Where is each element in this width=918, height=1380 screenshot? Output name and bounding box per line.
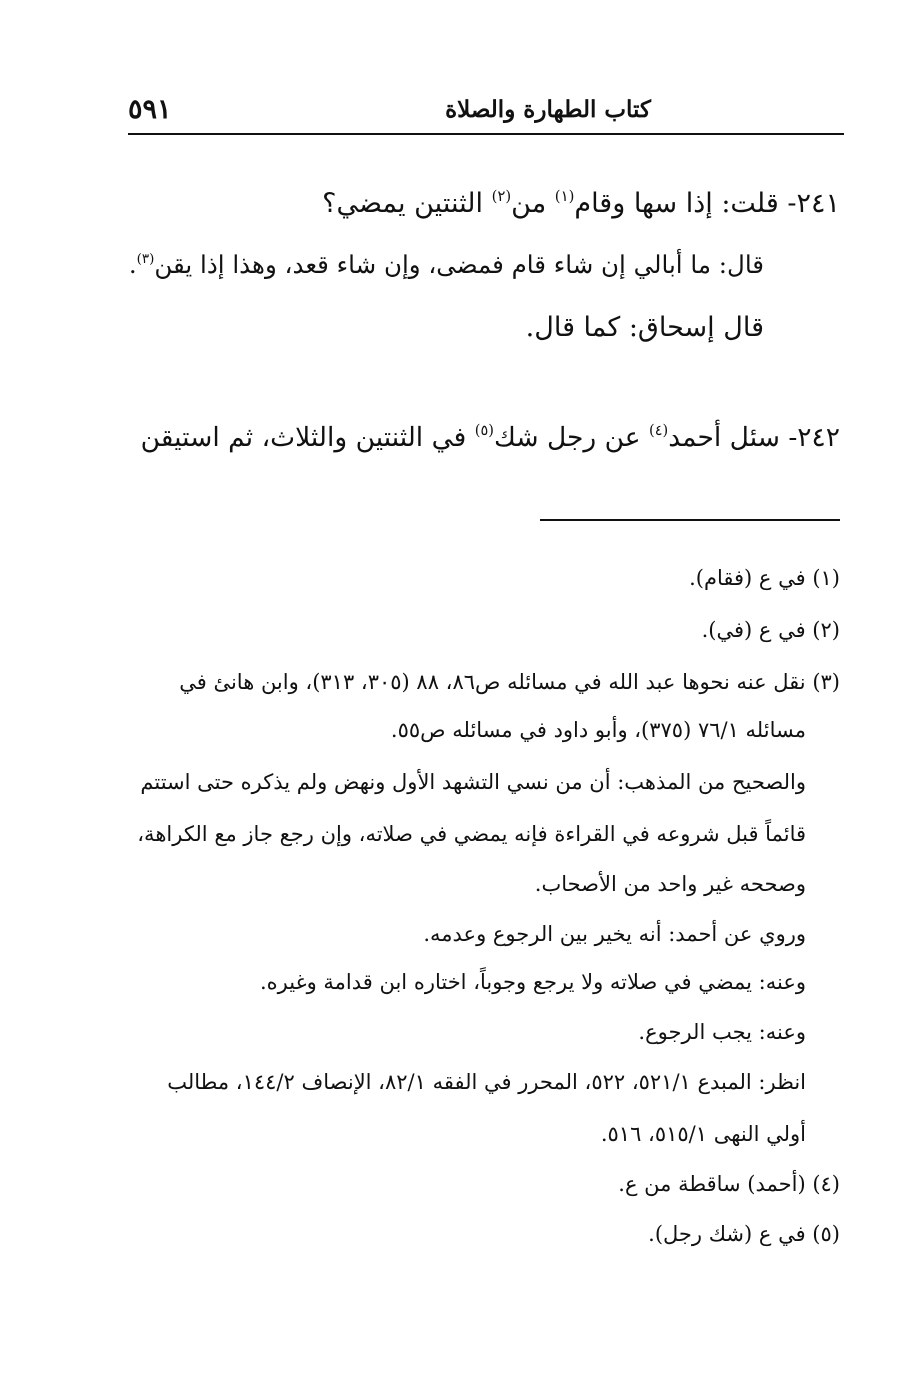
issue-text: قلت: إذا سها وقام bbox=[574, 188, 788, 219]
footnote-ref-2: (٢) bbox=[491, 186, 512, 205]
issue-number: ٢٤١- bbox=[787, 188, 840, 219]
footnote-3-line-8: وعنه: يجب الرجوع. bbox=[638, 1020, 806, 1044]
footnote-3-line-10: أولي النهى ٥١٥/١، ٥١٦. bbox=[600, 1122, 806, 1146]
footnote-3-line-5: وصححه غير واحد من الأصحاب. bbox=[534, 872, 806, 896]
footnote-3-line-4: قائماً قبل شروعه في القراءة فإنه يمضي في صلاته، وإن رجع جاز مع الكراهة، bbox=[137, 822, 806, 846]
issue-242-question bbox=[141, 422, 840, 453]
header-rule bbox=[128, 133, 844, 135]
issue-text: سئل أحمد bbox=[668, 422, 789, 453]
issue-text: عن رجل شك bbox=[493, 422, 650, 453]
issue-241-ishaq: قال إسحاق: كما قال. bbox=[525, 312, 764, 343]
issue-number: ٢٤٢- bbox=[788, 422, 840, 453]
issue-text: الثنتين يمضي؟ bbox=[322, 188, 492, 219]
answer-text: قال: ما أبالي إن شاء قام فمضى، وإن شاء قعد، وهذا إذا يقن bbox=[154, 250, 764, 279]
page-number: ٥٩١ bbox=[128, 94, 172, 125]
footnote-3-line-7: وعنه: يمضي في صلاته ولا يرجع وجوباً، اختاره ابن قدامة وغيره. bbox=[260, 970, 806, 994]
footnote-ref-3: (٣) bbox=[136, 250, 155, 267]
footnote-3-line-3: والصحيح من المذهب: أن من نسي التشهد الأول ونهض ولم يذكره حتى استتم bbox=[140, 770, 806, 794]
running-title: كتاب الطهارة والصلاة bbox=[445, 96, 651, 123]
page-header bbox=[128, 92, 844, 132]
footnote-3-line-1: (٣) نقل عنه نحوها عبد الله في مسائله ص٨٦، ٨٨ (٣٠٥، ٣١٣)، وابن هانئ في bbox=[179, 670, 840, 694]
answer-text: . bbox=[128, 250, 137, 279]
footnote-separator bbox=[540, 519, 840, 521]
footnote-ref-1: (١) bbox=[554, 186, 575, 205]
footnote-2: (٢) في ع (في). bbox=[701, 618, 840, 642]
issue-text: في الثنتين والثلاث، ثم استيقن bbox=[140, 422, 475, 453]
footnote-3-line-2: مسائله ٧٦/١ (٣٧٥)، وأبو داود في مسائله ص٥٥. bbox=[390, 718, 806, 742]
footnote-ref-4: (٤) bbox=[649, 422, 669, 440]
issue-241-answer bbox=[129, 250, 764, 279]
footnote-3-line-6: وروي عن أحمد: أنه يخير بين الرجوع وعدمه. bbox=[423, 922, 806, 946]
issue-text: من bbox=[511, 188, 555, 219]
footnote-ref-5: (٥) bbox=[474, 422, 494, 440]
issue-241-question bbox=[322, 188, 840, 219]
footnote-4: (٤) (أحمد) ساقطة من ع. bbox=[618, 1172, 840, 1196]
footnote-3-line-9: انظر: المبدع ٥٢١/١، ٥٢٢، المحرر في الفقه ٨٢/١، الإنصاف ١٤٤/٢، مطالب bbox=[167, 1070, 806, 1094]
footnote-5: (٥) في ع (شك رجل). bbox=[648, 1222, 840, 1246]
footnote-1: (١) في ع (فقام). bbox=[689, 566, 840, 590]
